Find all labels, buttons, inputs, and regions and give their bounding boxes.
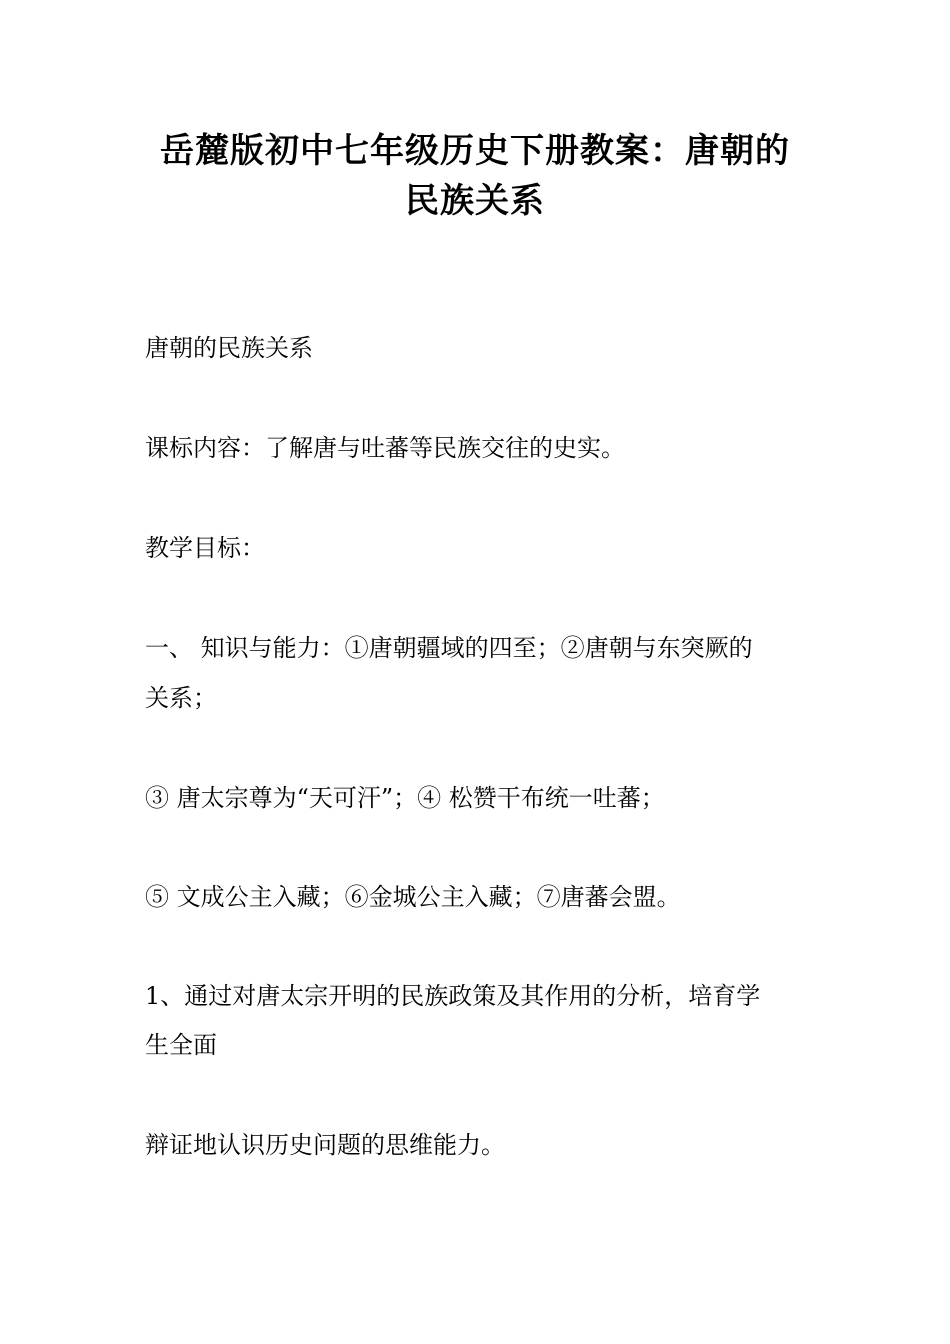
curriculum-content-paragraph: 课标内容：了解唐与吐蕃等民族交往的史实。 xyxy=(145,434,625,462)
document-title-line-1: 岳麓版初中七年级历史下册教案：唐朝的 xyxy=(160,131,790,171)
knowledge-ability-line-1: 一、 知识与能力：①唐朝疆域的四至；②唐朝与东突厥的 xyxy=(145,634,753,662)
document-title-line-2: 民族关系 xyxy=(405,181,545,221)
knowledge-ability-line-2: 关系； xyxy=(145,684,217,712)
knowledge-points-line-3-4: ③ 唐太宗尊为“天可汗”；④ 松赞干布统一吐蕃； xyxy=(145,784,665,812)
knowledge-points-line-5-7: ⑤ 文成公主入藏；⑥金城公主入藏；⑦唐蕃会盟。 xyxy=(145,883,681,911)
objective-1-line-1: 1、通过对唐太宗开明的民族政策及其作用的分析，培育学 xyxy=(145,982,761,1010)
teaching-goals-heading: 教学目标： xyxy=(145,534,265,562)
objective-1-line-3: 辩证地认识历史问题的思维能力。 xyxy=(145,1131,505,1159)
objective-1-line-2: 生全面 xyxy=(145,1031,217,1059)
section-heading: 唐朝的民族关系 xyxy=(145,334,313,362)
